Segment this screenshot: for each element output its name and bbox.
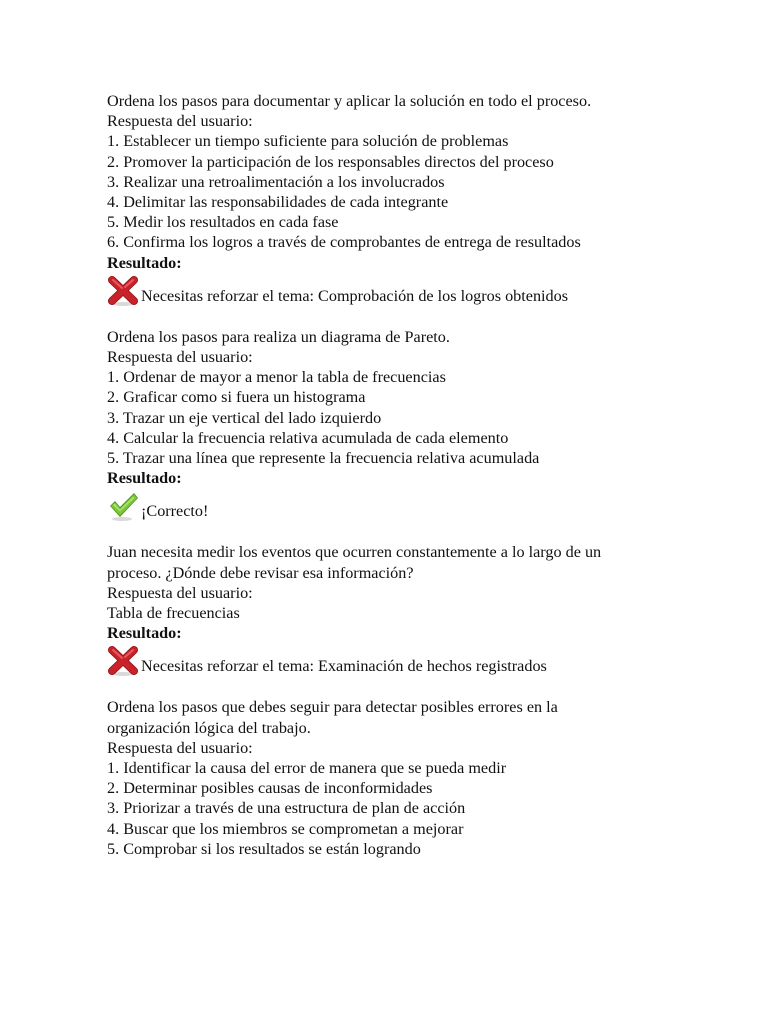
question-prompt: Ordena los pasos que debes seguir para detectar posibles errores en la [107, 698, 558, 717]
question-block [107, 91, 647, 307]
answer-item: 4. Calcular la frecuencia relativa acumulada de cada elemento [107, 428, 509, 447]
question-block [107, 542, 647, 677]
question-prompt: Juan necesita medir los eventos que ocurren constantemente a lo largo de un [107, 543, 602, 562]
answer-item: 2. Promover la participación de los responsables directos del proceso [107, 152, 554, 171]
answer-item: 3. Priorizar a través de una estructura de plan de acción [107, 799, 466, 818]
question-block [107, 327, 647, 523]
answer-label: Respuesta del usuario: [107, 112, 253, 131]
result-label: Resultado: [107, 253, 182, 272]
answer-item: 4. Delimitar las responsabilidades de cada integrante [107, 193, 449, 212]
answer-item: 2. Graficar como si fuera un histograma [107, 388, 366, 407]
answer-item: 1. Ordenar de mayor a menor la tabla de frecuencias [107, 368, 446, 387]
result-message: ¡Correcto! [141, 502, 209, 521]
answer-item: 2. Determinar posibles causas de inconformidades [107, 779, 433, 798]
answer-item: 3. Trazar un eje vertical del lado izquierdo [107, 408, 382, 427]
answer-item: Tabla de frecuencias [107, 604, 240, 623]
answer-label: Respuesta del usuario: [107, 348, 253, 367]
answer-item: 5. Comprobar si los resultados se están logrando [107, 839, 421, 858]
result-label: Resultado: [107, 624, 182, 643]
answer-item: 5. Medir los resultados en cada fase [107, 213, 339, 232]
cross-icon [107, 275, 139, 307]
result-row [107, 643, 647, 677]
answer-label: Respuesta del usuario: [107, 583, 253, 602]
result-message: Necesitas reforzar el tema: Comprobación de los logros obtenidos [141, 286, 569, 305]
answer-item: 3. Realizar una retroalimentación a los involucrados [107, 172, 445, 191]
answer-item: 5. Trazar una línea que represente la frecuencia relativa acumulada [107, 449, 540, 468]
check-icon [107, 490, 139, 522]
cross-icon [107, 645, 139, 677]
answer-item: 1. Identificar la causa del error de manera que se pueda medir [107, 759, 507, 778]
document-page [107, 91, 647, 859]
question-prompt: Ordena los pasos para documentar y aplicar la solución en todo el proceso. [107, 92, 592, 110]
result-message: Necesitas reforzar el tema: Examinación de hechos registrados [141, 657, 547, 676]
answer-item: 4. Buscar que los miembros se comprometan a mejorar [107, 819, 464, 838]
answer-item: 6. Confirma los logros a través de comprobantes de entrega de resultados [107, 233, 581, 252]
question-prompt: proceso. ¿Dónde debe revisar esa información? [107, 563, 414, 582]
answer-label: Respuesta del usuario: [107, 738, 253, 757]
result-row [107, 273, 647, 307]
question-prompt: Ordena los pasos para realiza un diagrama de Pareto. [107, 327, 450, 346]
result-row [107, 488, 647, 522]
answer-item: 1. Establecer un tiempo suficiente para solución de problemas [107, 132, 509, 151]
question-prompt: organización lógica del trabajo. [107, 718, 311, 737]
question-block [107, 697, 647, 859]
result-label: Resultado: [107, 469, 182, 488]
